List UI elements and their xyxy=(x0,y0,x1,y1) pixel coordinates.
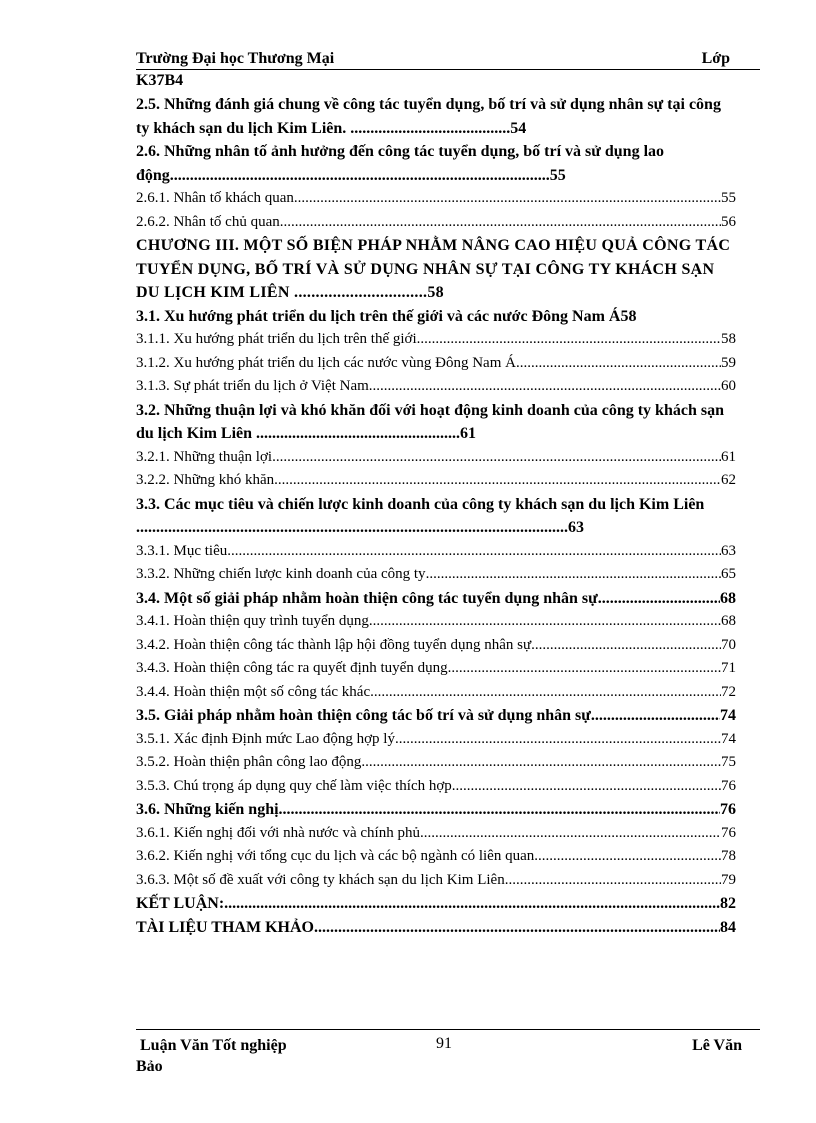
toc-entry[interactable] xyxy=(136,328,736,352)
toc-entry[interactable] xyxy=(136,187,736,211)
toc-entry[interactable] xyxy=(136,845,736,869)
toc-entry-title: 3.5.3. Chú trọng áp dụng quy chế làm việc thích hợp xyxy=(136,777,452,794)
toc-entry-page: 61 xyxy=(721,448,736,465)
toc-entry-page: 79 xyxy=(721,871,736,888)
toc-entry[interactable]: 3.2. Những thuận lợi và khó khăn đối với hoạt động kinh doanh của công ty khách sạn du lịch Kim Liên ...................................................61 xyxy=(136,401,724,442)
toc-entry[interactable]: 3.3. Các mục tiêu và chiến lược kinh doanh của công ty khách sạn du lịch Kim Liên ............................................................................................................63 xyxy=(136,495,705,536)
toc-entry[interactable] xyxy=(136,869,736,893)
toc-entry-title: 3.1.3. Sự phát triển du lịch ở Việt Nam xyxy=(136,378,369,394)
toc-entry-page: 82 xyxy=(720,895,736,912)
toc-entry-page: 58 xyxy=(721,331,736,347)
toc-entry-title: 3.3. Các mục tiêu và chiến lược kinh doanh của công ty khách sạn du lịch Kim Liên xyxy=(136,495,705,513)
toc-entry-page: 71 xyxy=(721,660,736,676)
toc-entry-title: 3.4.2. Hoàn thiện công tác thành lập hội đồng tuyển dụng nhân sự xyxy=(136,636,532,653)
toc-entry[interactable] xyxy=(136,775,736,799)
toc-entry-page: 62 xyxy=(721,472,736,488)
toc-entry-title: 2.6.1. Nhân tố khách quan xyxy=(136,190,294,206)
toc-entry-title: 2.6. Những nhân tố ảnh hưởng đến công tác tuyển dụng, bố trí và sử dụng lao động xyxy=(136,143,665,184)
page-number: 91 xyxy=(436,1035,452,1052)
class-label: Lớp xyxy=(701,50,730,67)
toc-entry-title: 3.1. Xu hướng phát triển du lịch trên thế giới và các nước Đông Nam Á xyxy=(136,307,621,325)
toc-chapter-entry[interactable]: CHƯƠNG III. MỘT SỐ BIỆN PHÁP NHẰM NÂNG CAO HIỆU QUẢ CÔNG TÁC TUYỂN DỤNG, BỐ TRÍ VÀ SỬ DỤNG NHÂN SỰ TẠI CÔNG TY KHÁCH SẠN DU LỊCH KIM LIÊN ...............................58 xyxy=(136,237,731,301)
toc-entry-title: 3.6.2. Kiến nghị với tổng cục du lịch và các bộ ngành có liên quan xyxy=(136,848,535,864)
page-footer xyxy=(136,1029,760,1080)
toc-entry-title: 2.6.2. Nhân tố chủ quan xyxy=(136,213,280,230)
toc-entry[interactable] xyxy=(136,352,736,376)
toc-entry[interactable] xyxy=(136,634,736,658)
toc-entry-page: 58 xyxy=(620,307,637,325)
toc-entry-title: 3.4.3. Hoàn thiện công tác ra quyết định tuyển dụng xyxy=(136,660,448,676)
toc-entry-title: 3.3.2. Những chiến lược kinh doanh của công ty xyxy=(136,566,426,582)
toc-entry-page: 54 xyxy=(510,119,527,137)
toc-entry[interactable] xyxy=(136,540,736,564)
toc-entry-title: 3.1.1. Xu hướng phát triển du lịch trên thế giới xyxy=(136,331,417,347)
author-name-continued: Bảo xyxy=(136,1058,163,1075)
toc-entry-title: 3.6. Những kiến nghị xyxy=(136,801,279,818)
toc-entry-title: 3.2. Những thuận lợi và khó khăn đối với hoạt động kinh doanh của công ty khách sạn du lịch Kim Liên xyxy=(136,401,724,442)
page-header xyxy=(136,50,760,70)
table-of-contents xyxy=(136,93,736,939)
toc-entry-title: KẾT LUẬN: xyxy=(136,895,225,912)
toc-entry-title: 3.5.2. Hoàn thiện phân công lao động xyxy=(136,754,362,770)
toc-entry[interactable] xyxy=(136,728,736,752)
toc-entry-title: 3.1.2. Xu hướng phát triển du lịch các nước vùng Đông Nam Á xyxy=(136,354,516,371)
toc-entry[interactable] xyxy=(136,469,736,493)
toc-entry[interactable] xyxy=(136,211,736,235)
toc-entry-title: 3.4. Một số giải pháp nhằm hoàn thiện công tác tuyển dụng nhân sự xyxy=(136,589,598,607)
toc-entry[interactable] xyxy=(136,704,736,728)
toc-entry-page: 59 xyxy=(721,354,736,371)
toc-entry[interactable] xyxy=(136,375,736,399)
toc-entry[interactable]: 2.5. Những đánh giá chung về công tác tuyển dụng, bố trí và sử dụng nhân sự tại công ty khách sạn du lịch Kim Liên. ........................................54 xyxy=(136,96,721,137)
toc-entry-page: 60 xyxy=(721,378,736,394)
toc-entry-page: 55 xyxy=(721,190,736,206)
toc-entry[interactable] xyxy=(136,681,736,705)
toc-entry[interactable] xyxy=(136,892,736,916)
toc-entry-page: 61 xyxy=(460,425,477,442)
toc-entry-title: 3.6.1. Kiến nghị đối với nhà nước và chính phủ xyxy=(136,824,420,841)
toc-entry-page: 63 xyxy=(568,519,584,536)
thesis-label: Luận Văn Tốt nghiệp xyxy=(140,1037,287,1054)
class-code: K37B4 xyxy=(136,72,184,89)
toc-entry-title: 3.5.1. Xác định Định mức Lao động hợp lý xyxy=(136,730,395,747)
toc-entry-title: 3.3.1. Mục tiêu xyxy=(136,542,228,559)
toc-entry-page: 78 xyxy=(721,848,736,864)
toc-entry[interactable] xyxy=(136,798,736,822)
toc-entry[interactable]: 2.6. Những nhân tố ảnh hưởng đến công tác tuyển dụng, bố trí và sử dụng lao động...............................................................................................55 xyxy=(136,143,665,184)
toc-entry-title: 3.4.1. Hoàn thiện quy trình tuyển dụng xyxy=(136,613,369,629)
toc-entry-page: 56 xyxy=(721,213,736,230)
toc-entry-page: 75 xyxy=(721,754,736,770)
toc-entry-title: 3.6.3. Một số đề xuất với công ty khách sạn du lịch Kim Liên xyxy=(136,871,505,888)
toc-entry-page: 76 xyxy=(721,777,736,794)
toc-entry[interactable] xyxy=(136,587,736,611)
toc-entry-page: 70 xyxy=(721,636,736,653)
toc-entry[interactable] xyxy=(136,916,736,940)
toc-entry-page: 63 xyxy=(721,542,736,559)
toc-entry-page: 74 xyxy=(721,730,736,747)
toc-entry-title: 2.5. Những đánh giá chung về công tác tuyển dụng, bố trí và sử dụng nhân sự tại công ty khách sạn du lịch Kim Liên. xyxy=(136,96,721,137)
toc-entry-title: 3.4.4. Hoàn thiện một số công tác khác xyxy=(136,683,371,700)
toc-entry[interactable] xyxy=(136,822,736,846)
toc-entry-title: CHƯƠNG III. MỘT SỐ BIỆN PHÁP NHẰM NÂNG CAO HIỆU QUẢ CÔNG TÁC TUYỂN DỤNG, BỐ TRÍ VÀ SỬ DỤNG NHÂN SỰ TẠI CÔNG TY KHÁCH SẠN DU LỊCH KIM LIÊN xyxy=(136,237,731,301)
toc-entry[interactable] xyxy=(136,610,736,634)
toc-entry[interactable] xyxy=(136,305,736,329)
toc-entry[interactable] xyxy=(136,446,736,470)
toc-entry-page: 68 xyxy=(721,613,736,629)
toc-entry[interactable] xyxy=(136,657,736,681)
school-name: Trường Đại học Thương Mại xyxy=(136,50,335,67)
toc-entry-page: 72 xyxy=(721,683,736,700)
toc-entry-page: 65 xyxy=(721,566,736,582)
toc-entry-title: TÀI LIỆU THAM KHẢO xyxy=(136,918,314,936)
toc-entry-page: 58 xyxy=(427,284,444,301)
toc-entry-title: 3.2.1. Những thuận lợi xyxy=(136,448,273,465)
toc-entry-title: 3.2.2. Những khó khăn xyxy=(136,472,275,488)
toc-entry-page: 76 xyxy=(721,824,736,841)
author-name: Lê Văn xyxy=(692,1037,742,1054)
toc-entry[interactable] xyxy=(136,751,736,775)
toc-entry-title: 3.5. Giải pháp nhằm hoàn thiện công tác bố trí và sử dụng nhân sự xyxy=(136,707,591,724)
toc-entry[interactable] xyxy=(136,563,736,587)
toc-entry-page: 76 xyxy=(720,801,736,818)
toc-entry-page: 84 xyxy=(720,918,736,936)
toc-entry-page: 74 xyxy=(720,707,736,724)
toc-entry-page: 68 xyxy=(720,589,736,607)
toc-entry-page: 55 xyxy=(549,166,566,184)
